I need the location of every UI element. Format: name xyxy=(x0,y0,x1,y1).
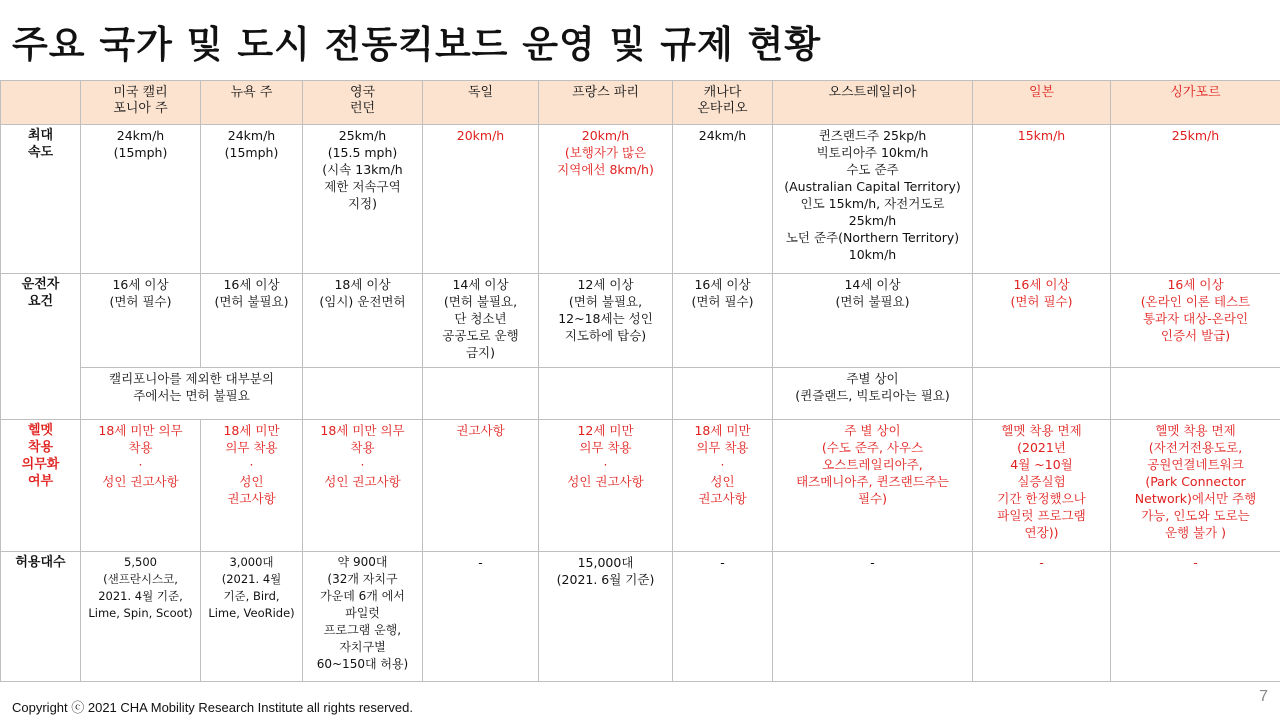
copyright-footer: Copyright ⓒ 2021 CHA Mobility Research Institute all rights reserved. xyxy=(12,700,414,715)
cell-helmet-australia: 주 별 상이 (수도 준주, 사우스 오스트레일리아주, 태즈메니아주, 퀸즈랜드주는 필수) xyxy=(773,420,973,552)
cell-driver-japan: 16세 이상 (면허 필수) xyxy=(973,274,1111,368)
cell-driver-australia: 14세 이상 (면허 불필요) xyxy=(773,274,973,368)
cell-speed-australia: 퀸즈랜드주 25kp/h 빅토리아주 10km/h 수도 준주 (Australian Capital Territory) 인도 15km/h, 자전거도로 25km/h 노던 준주(Northern Territory) 10km/h xyxy=(773,125,973,274)
cell-helmet-singapore: 헬멧 착용 면제 (자전거전용도로, 공원연결네트워크 (Park Connector Network)에서만 주행 가능, 인도와 도로는 운행 불가 ) xyxy=(1111,420,1280,552)
cell-driver-ontario: 16세 이상 (면허 필수) xyxy=(673,274,773,368)
cell-driver-germany: 14세 이상 (면허 불필요, 단 청소년 공공도로 운행 금지) xyxy=(423,274,539,368)
header-london: 영국 런던 xyxy=(303,81,423,125)
header-germany: 독일 xyxy=(423,81,539,125)
cell-count-newyork: 3,000대 (2021. 4월 기준, Bird, Lime, VeoRide) xyxy=(201,552,303,682)
cell-helmet-paris: 12세 미만 의무 착용 · 성인 권고사항 xyxy=(539,420,673,552)
table-row-driver-notes xyxy=(1,368,1280,420)
header-corner xyxy=(1,81,81,125)
cell-speed-germany: 20km/h xyxy=(423,125,539,274)
table-row-count xyxy=(1,552,1280,682)
cell-driver-singapore: 16세 이상 (온라인 이론 테스트 통과자 대상-온라인 인증서 발급) xyxy=(1111,274,1280,368)
header-ontario: 캐나다 온타리오 xyxy=(673,81,773,125)
header-california: 미국 캘리 포니아 주 xyxy=(81,81,201,125)
row-label-count: 허용대수 xyxy=(1,552,81,682)
cell-driver-note-australia: 주별 상이 (퀸즐랜드, 빅토리아는 필요) xyxy=(773,368,973,420)
cell-empty xyxy=(303,368,423,420)
cell-speed-paris: 20km/h (보행자가 많은 지역에선 8km/h) xyxy=(539,125,673,274)
cell-speed-newyork: 24km/h (15mph) xyxy=(201,125,303,274)
cell-empty xyxy=(1111,368,1280,420)
cell-count-japan: - xyxy=(973,552,1111,682)
cell-speed-london: 25km/h (15.5 mph) (시속 13km/h 제한 저속구역 지정) xyxy=(303,125,423,274)
cell-driver-paris: 12세 이상 (면허 불필요, 12~18세는 성인 지도하에 탑승) xyxy=(539,274,673,368)
header-row xyxy=(1,81,1280,125)
header-australia: 오스트레일리아 xyxy=(773,81,973,125)
row-label-driver: 운전자 요건 xyxy=(1,274,81,420)
cell-empty xyxy=(539,368,673,420)
cell-speed-california: 24km/h (15mph) xyxy=(81,125,201,274)
cell-count-singapore: - xyxy=(1111,552,1280,682)
cell-count-australia: - xyxy=(773,552,973,682)
cell-speed-japan: 15km/h xyxy=(973,125,1111,274)
cell-helmet-newyork: 18세 미만 의무 착용 · 성인 권고사항 xyxy=(201,420,303,552)
table-row-speed xyxy=(1,125,1280,274)
cell-count-ontario: - xyxy=(673,552,773,682)
header-japan: 일본 xyxy=(973,81,1111,125)
cell-speed-ontario: 24km/h xyxy=(673,125,773,274)
table-row-driver xyxy=(1,274,1280,368)
header-singapore: 싱가포르 xyxy=(1111,81,1280,125)
cell-count-germany: - xyxy=(423,552,539,682)
cell-speed-singapore: 25km/h xyxy=(1111,125,1280,274)
cell-count-paris: 15,000대 (2021. 6월 기준) xyxy=(539,552,673,682)
row-label-speed: 최대 속도 xyxy=(1,125,81,274)
header-paris: 프랑스 파리 xyxy=(539,81,673,125)
page-number: 7 xyxy=(1259,688,1268,705)
cell-helmet-ontario: 18세 미만 의무 착용 · 성인 권고사항 xyxy=(673,420,773,552)
cell-helmet-london: 18세 미만 의무 착용 · 성인 권고사항 xyxy=(303,420,423,552)
cell-driver-note-usa: 캘리포니아를 제외한 대부분의 주에서는 면허 불필요 xyxy=(81,368,303,420)
cell-driver-london: 18세 이상 (임시) 운전면허 xyxy=(303,274,423,368)
cell-empty xyxy=(973,368,1111,420)
cell-helmet-germany: 권고사항 xyxy=(423,420,539,552)
cell-driver-california: 16세 이상 (면허 필수) xyxy=(81,274,201,368)
table-row-helmet xyxy=(1,420,1280,552)
cell-count-california: 5,500 (샌프란시스코, 2021. 4월 기준, Lime, Spin, Scoot) xyxy=(81,552,201,682)
cell-helmet-japan: 헬멧 착용 면제 (2021년 4월 ~10월 실증실험 기간 한정했으나 파일럿 프로그램 연장)) xyxy=(973,420,1111,552)
cell-driver-newyork: 16세 이상 (면허 불필요) xyxy=(201,274,303,368)
page-title: 주요 국가 및 도시 전동킥보드 운영 및 규제 현황 xyxy=(12,23,822,66)
regulation-table xyxy=(0,80,1280,682)
header-newyork: 뉴욕 주 xyxy=(201,81,303,125)
cell-empty xyxy=(673,368,773,420)
cell-empty xyxy=(423,368,539,420)
cell-helmet-california: 18세 미만 의무 착용 · 성인 권고사항 xyxy=(81,420,201,552)
row-label-helmet: 헬멧 착용 의무화 여부 xyxy=(1,420,81,552)
cell-count-london: 약 900대 (32개 자치구 가운데 6개 에서 파일럿 프로그램 운행, 자치구별 60~150대 허용) xyxy=(303,552,423,682)
